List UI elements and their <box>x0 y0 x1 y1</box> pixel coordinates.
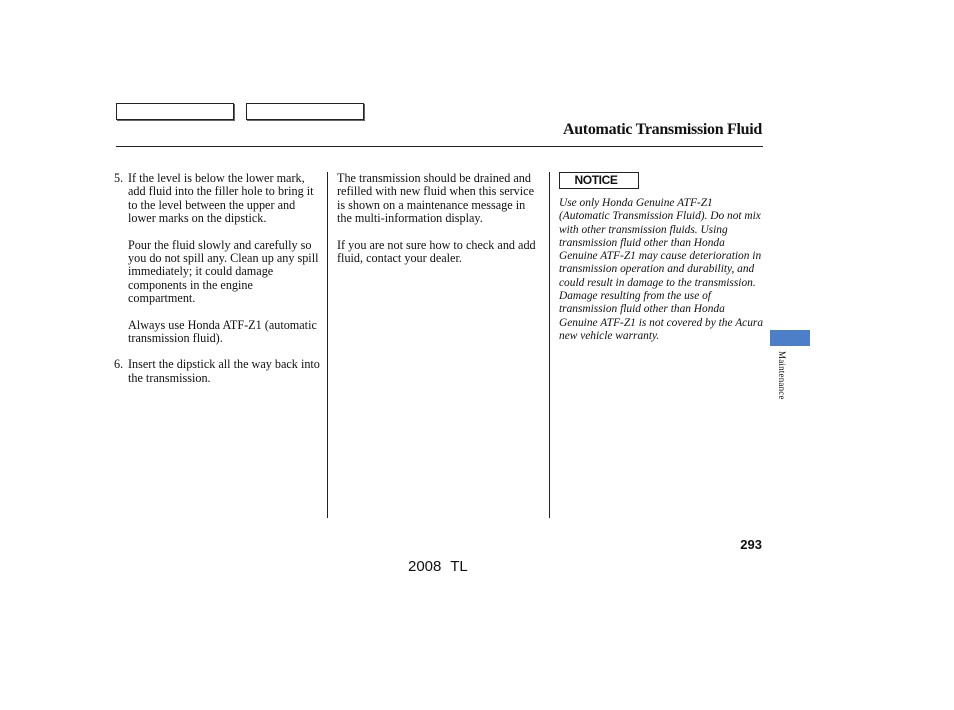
step-5-text: If the level is below the lower mark, add fluid into the filler hole to bring it to the level between the upper and lower marks on the dipstick. <box>128 171 314 226</box>
nav-button-next[interactable] <box>246 103 364 120</box>
notice-text-2: Damage resulting from the use of transmission fluid other than Honda Genuine ATF-Z1 is not covered by the Acura new vehicle warranty. <box>559 290 764 342</box>
column-divider-2 <box>549 172 550 518</box>
page-title: Automatic Transmission Fluid <box>562 121 762 138</box>
section-label: Maintenance <box>777 351 787 400</box>
notice-column <box>559 172 764 343</box>
model-label: 2008 TL <box>408 558 468 575</box>
paragraph-always-use: Always use Honda ATF-Z1 (automatic transmission fluid). <box>128 317 317 346</box>
paragraph-drain-refill: The transmission should be drained and refilled with new fluid when this service is shown on a maintenance message in the multi-information display. <box>337 171 534 226</box>
notice-badge: NOTICE <box>559 172 639 189</box>
notice-text-1: Use only Honda Genuine ATF-Z1 (Automatic Transmission Fluid). Do not mix with other transmission fluids. Using transmission fluid other than Honda Genuine ATF-Z1 may cause deterioration in transmission operation and durability, and could result in damage to the transmission. <box>559 197 762 289</box>
text-column-1 <box>114 172 322 398</box>
nav-button-previous[interactable] <box>116 103 234 120</box>
step-5-number: 5. <box>114 171 124 185</box>
paragraph-pour-slowly: Pour the fluid slowly and carefully so you do not spill any. Clean up any spill immediately; it could damage components in the engine compartment. <box>128 237 319 306</box>
page-number: 293 <box>740 537 762 552</box>
title-divider <box>116 146 763 147</box>
column-divider-1 <box>327 172 328 518</box>
text-column-2 <box>337 172 543 278</box>
paragraph-contact-dealer: If you are not sure how to check and add fluid, contact your dealer. <box>337 237 536 266</box>
step-6 <box>114 358 322 385</box>
step-6-number: 6. <box>114 357 124 372</box>
step-6-text: Insert the dipstick all the way back into the transmission. <box>128 357 320 385</box>
section-tab[interactable] <box>770 330 810 346</box>
step-5 <box>114 172 322 226</box>
